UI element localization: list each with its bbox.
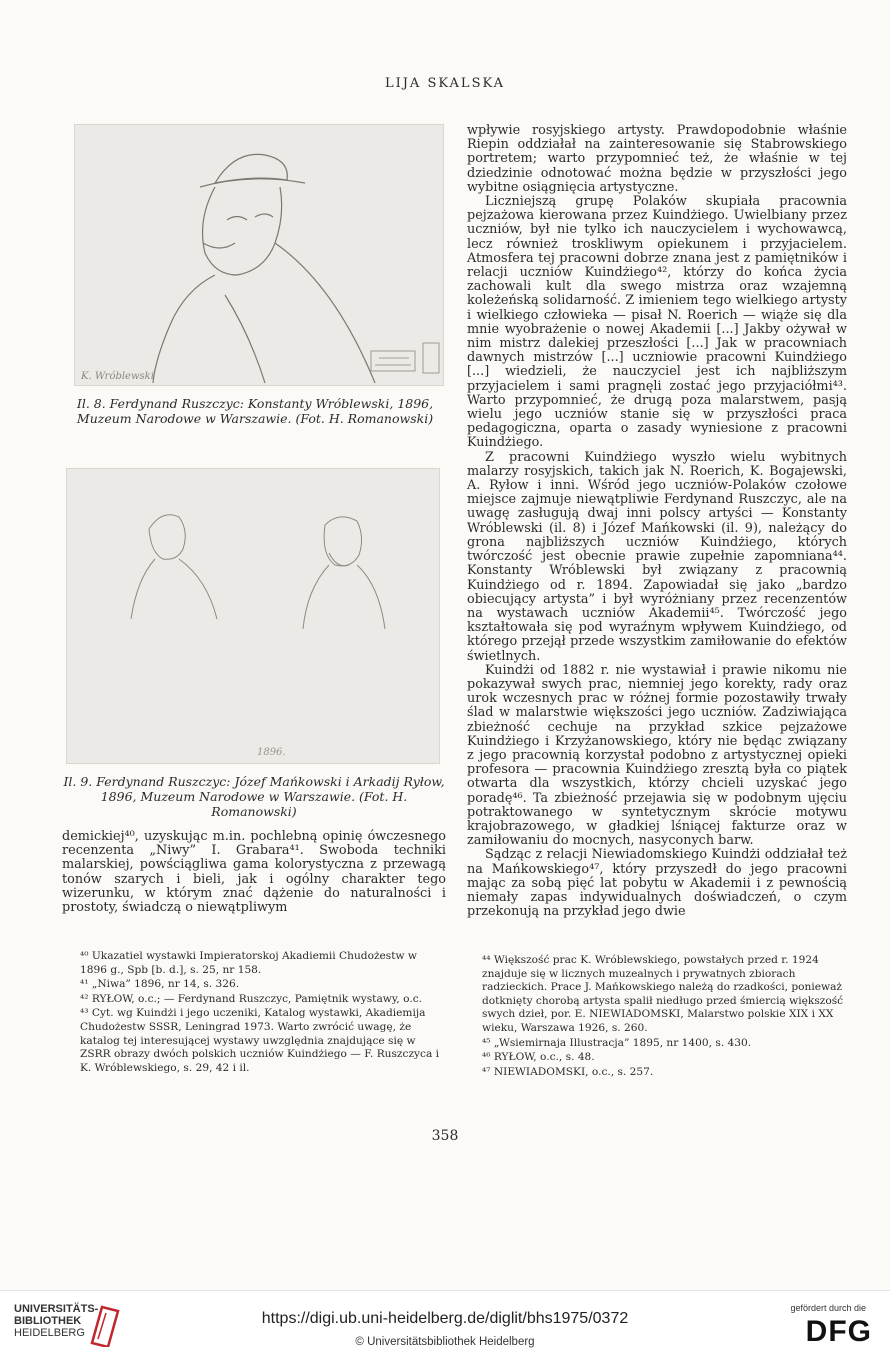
paragraph: wpływie rosyjskiego artysty. Prawdopodobnie właśnie Riepin oddziałał na zainteresowanie się Stabrowskiego portretem; warto przypomnieć też, że właśnie w tej dziedzinie odnotować można będzie w przyszłości jego wybitne osiągnięcia artystyczne. [467,123,847,195]
figure-9-inscription: 1896. [257,747,286,758]
paragraph: Sądząc z relacji Niewiadomskiego Kuindżi oddziałał też na Mańkowskiego⁴⁷, który przyszedł do jego pracowni mając za sobą pięć lat pobytu w Akademii i z pewnością niemały zapas indywidualnych doświadczeń, o czym przekonują na przykład jego dwie [467,847,847,920]
figure-9-sketch [66,468,440,764]
library-name-line1: UNIVERSITÄTS- [14,1303,99,1315]
running-title: LIJA SKALSKA [384,76,506,91]
permalink-url[interactable]: https://digi.ub.uni-heidelberg.de/diglit/bhs1975/0372 [261,1310,629,1327]
footnote: ⁴⁴ Większość prac K. Wróblewskiego, powstałych przed r. 1924 znajduje się w licznych muzealnych i prywatnych zbiorach radzieckich. Prace J. Mańkowskiego należą do rzadkości, ponieważ dotknięty chorobą artysta spalił niedługo przed śmiercią większość swych dzieł, por. E. NIEWIADOMSKI, Malarstwo polskie XIX i XX wieku, Warszawa 1926, s. 260. [482,954,844,1034]
copyright-notice: © Universitätsbibliothek Heidelberg [355,1336,535,1348]
library-name-line2: BIBLIOTHEK [14,1315,82,1327]
figure-8-sketch [74,124,444,386]
paragraph: Liczniejszą grupę Polaków skupiała pracownia pejzażowa kierowana przez Kuindżiego. Uwielbiany przez uczniów, był nie tylko ich nauczycielem i wychowawcą, lecz również troskliwym opiekunem i przyjacielem. Atmosfera tej pracowni dobrze znana jest z pamiętników i relacji uczniów Kuindżiego⁴², którzy do końca życia zachowali kult dla swego mistrza oraz wzajemną koleżeńską solidarność. Z imieniem tego wielkiego artysty i wielkiego człowieka — pisał N. Roerich — wiąże się dla mnie wyobrażenie o nowej Akademii [...] Jakby ożywał w nim mistrz dalekiej przeszłości [...] Jak w pracowniach dawnych mistrzów [...] uczniowie pracowni Kuindżiego [...] wiedzieli, że nauczyciel jest ich najbliższym przyjacielem i sami pragnęli zostać jego przyjaciółmi⁴³. Warto przypomnieć, że drugą poza malarstwem, pasją wielu jego uczniów stanie się w przyszłości praca pedagogiczna, oparta o zasady wyniesione z pracowni Kuindżiego. [467,194,847,451]
paragraph: Kuindżi od 1882 r. nie wystawiał i prawie nikomu nie pokazywał swych prac, niemniej jego korekty, rady oraz urok wczesnych prac w różnej formie pozostawiły trwały ślad w malarstwie większości jego uczniów. Zadziwiająca zbieżność cechuje na przykład szkice pejzażowe Kuindżiego i Krzyżanowskiego, który nie będąc związany z jego pracownią korzystał podobno z artystycznej opieki profesora — pracownia Kuindżiego zresztą była co piątek otwarta dla wszystkich, którzy chcieli uzyskać jego poradę⁴⁶. Ta zbieżność przejawia się w podobnym ujęciu potraktowanego w syntetycznym skrócie motywu krajobrazowego, w gładkiej lśniącej fakturze oraz w zamiłowaniu do mocnych, nasyconych barw. [467,662,847,849]
library-name-line3: HEIDELBERG [14,1327,85,1339]
two-portrait-sketches [67,469,439,763]
figure-8-inscription: K. Wróblewski [81,371,154,382]
footnote: ⁴³ Cyt. wg Kuindżi i jego uczeniki, Katalog wystawki, Akadiemija Chudożestw SSSR, Leningrad 1973. Warto zwrócić uwagę, że katalog tej interesującej wystawy uwzględnia znajdujące się w ZSRR obrazy dwóch polskich uczniów Kuindżiego — F. Ruszczyca i K. Wróblewskiego, s. 29, 42 i il. [80,1007,440,1074]
paragraph: Z pracowni Kuindżiego wyszło wielu wybitnych malarzy rosyjskich, takich jak N. Roerich, K. Bogajewski, A. Ryłow i inni. Wśród jego uczniów-Polaków czołowe miejsce zajmuje niewątpliwie Ferdynand Ruszczyc, ale na uwagę zasługują dwaj inni polscy artyści — Konstanty Wróblewski (il. 8) i Józef Mańkowski (il. 9), należący do grona najbliższych uczniów Kuindżiego, których twórczość jest obecnie prawie zupełnie zapomniana⁴⁴. Konstanty Wróblewski był związany z pracownią Kuindżiego od r. 1894. Zapowiadał się jako „bardzo obiecujący artysta” i był wyróżniany przez recenzentów na wystawach uczniów Akademii⁴⁵. Twórczość jego kształtowała się pod wyraźnym wpływem Kuindżiego, od którego przejął przede wszystkim zamiłowanie do efektów świetlnych. [467,449,847,664]
footnote: ⁴¹ „Niwa” 1896, nr 14, s. 326. [80,978,240,991]
footnote: ⁴⁷ NIEWIADOMSKI, o.c., s. 257. [482,1065,654,1078]
figure-8-caption: Il. 8. Ferdynand Ruszczyc: Konstanty Wróblewski, 1896, Muzeum Narodowe w Warszawie. (Fot. H. Romanowski) [76,396,434,426]
dfg-logo[interactable]: DFG [805,1315,872,1348]
left-column-text [62,830,446,915]
footnote: ⁴⁶ RYŁOW, o.c., s. 48. [482,1051,595,1064]
portrait-sketch-wroblewski [75,125,443,385]
footnotes-left [80,950,446,1076]
sponsor-note: gefördert durch die [790,1303,866,1313]
page-number: 358 [431,1128,459,1144]
footnote: ⁴² RYŁOW, o.c.; — Ferdynand Ruszczyc, Pamiętnik wystawy, o.c. [80,992,422,1005]
right-column-text [467,124,847,919]
footnote: ⁴⁵ „Wsiemirnaja Illustracja” 1895, nr 1400, s. 430. [482,1036,752,1049]
paragraph: demickiej⁴⁰, uzyskując m.in. pochlebną opinię ówczesnego recenzenta „Niwy” I. Grabara⁴¹. Swoboda techniki malarskiej, powściągliwa gama kolorystyczna z przewagą tonów szarych i bieli, jak i ogólny charakter tego wizerunku, w którym znać dążenie do naturalności i prostoty, świadczą o niewątpliwym [62,829,446,916]
footnote: ⁴⁰ Ukazatiel wystawki Impieratorskoj Akadiemii Chudożestw w 1896 g., Spb [b. d.], s. 25, nr 158. [80,950,418,976]
figure-9-caption: Il. 9. Ferdynand Ruszczyc: Józef Mańkowski i Arkadij Ryłow, 1896, Muzeum Narodowe w Warszawie. (Fot. H. Romanowski) [63,774,445,819]
viewer-footer [0,1290,890,1359]
footnotes-right [482,954,846,1080]
